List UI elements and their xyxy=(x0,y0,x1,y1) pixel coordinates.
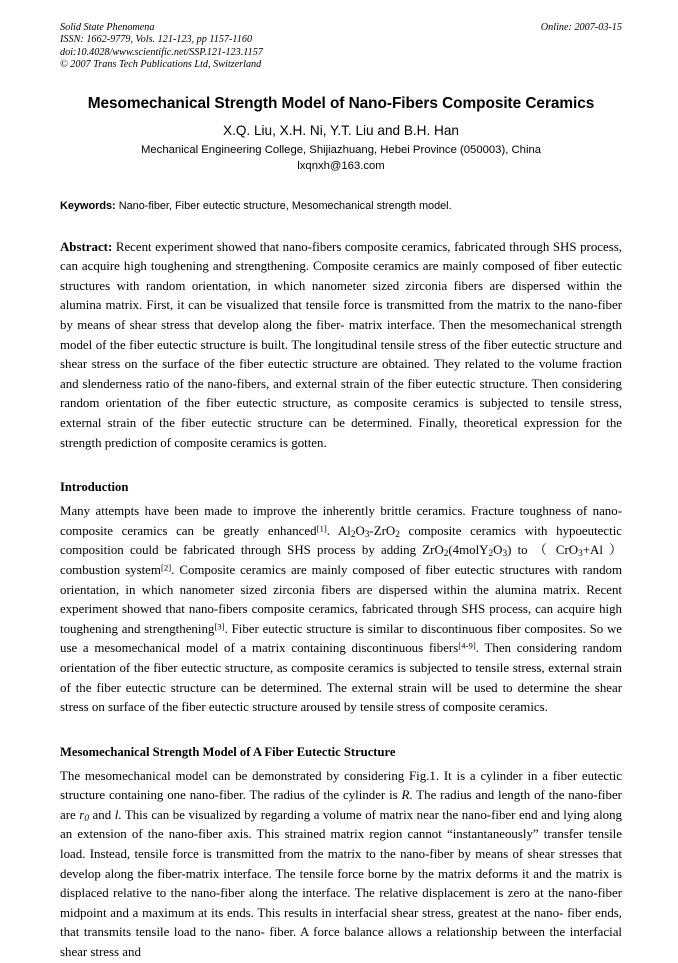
citation-1: [1] xyxy=(316,523,327,534)
model-paragraph xyxy=(60,767,622,963)
model-text-4: . This can be visualized by regarding a volume of matrix near the nano-fiber end and lying along an extension of the nano-fiber axis. This strained matrix region cannot “instantaneously” transfer tensile load. Instead, tensile force is transmitted from the matrix to the nano-fiber by means of shear stresses that develop along the fiber-matrix interface. The tensile force borne by the matrix deforms it and the matrix is displaced relative to the nano-fiber along the interface. The relative displacement is zero at the nano-fiber midpoint and a maximum at its ends. This results in interfacial shear stress, greatest at the nano- fiber ends, that transmits tensile load to the nano- fiber. A force balance allows a relationship between the interfacial shear stress and xyxy=(60,807,622,960)
issn-line: ISSN: 1662-9779, Vols. 121-123, pp 1157-1160 xyxy=(60,34,253,46)
section-heading-introduction: Introduction xyxy=(60,480,129,495)
intro-text-12: . Then considering random orientation of the fiber eutectic structure, as composite ceramics is subjected to tensile stress, external strain of the fiber eutectic structure can be determined. The external strain will be used to determine the shear stress on surface of the fiber eutectic structure aroused by tensile stress of composite ceramics. xyxy=(60,641,622,715)
intro-text-2: . Al xyxy=(326,523,351,538)
abstract-text: Recent experiment showed that nano-fibers composite ceramics, fabricated through SHS process, can acquire high toughening and strengthening. Composite ceramics are mainly composed of fiber eutectic structures with random orientation, in which nanometer sized zirconia fibers are dispersed within the alumina matrix. First, it can be visualized that tensile force is transmitted from the matrix to the nano-fiber by means of shear stress that develop along the fiber- matrix interface. Then the mesomechanical strength model of the fiber eutectic structure is built. The longitudinal tensile stress of the fiber eutectic structure and shear stress on the surface of the fiber eutectic structure are obtained. They related to the volume fraction and slenderness ratio of the nano-fibers, and external strain of the fiber eutectic structure. Then considering random orientation of the fiber eutectic structure, as composite ceramics is subjected to tensile stress, external strain of the fiber eutectic structure can be determined. Finally, theoretical expression for the strength prediction of composite ceramics is gotten. xyxy=(60,239,622,450)
intro-text-7: O xyxy=(493,543,503,558)
intro-text-9: +Al ） combustion system xyxy=(60,543,622,577)
subscript-y2: 2 xyxy=(488,549,494,560)
author-list: X.Q. Liu, X.H. Ni, Y.T. Liu and B.H. Han xyxy=(223,122,459,138)
intro-text-3: O xyxy=(355,523,365,538)
model-text-2: . The radius and length of the nano-fiber are xyxy=(60,788,622,822)
intro-text-8: ) to （ CrO xyxy=(507,543,579,558)
citation-3: [3] xyxy=(214,621,225,632)
subscript-zro2: 2 xyxy=(395,529,400,540)
introduction-paragraph xyxy=(60,502,622,718)
intro-text-11: . Fiber eutectic structure is similar to discontinuous fiber composites. So we use a mesomechanical model of a matrix containing discontinuous fibers xyxy=(60,621,622,656)
subscript-zro2-b: 2 xyxy=(443,549,449,560)
subscript-cro3: 3 xyxy=(578,549,583,560)
variable-length-l: l xyxy=(114,807,119,822)
keywords-label: Keywords: xyxy=(60,199,116,212)
contact-email: lxqnxh@163.com xyxy=(297,159,385,172)
intro-text-4: -ZrO xyxy=(369,523,396,538)
online-date: Online: 2007-03-15 xyxy=(540,22,622,33)
subscript-o3-b: 3 xyxy=(502,549,508,560)
section-heading-model: Mesomechanical Strength Model of A Fiber Eutectic Structure xyxy=(60,744,396,759)
page-content xyxy=(60,22,622,963)
copyright-line: © 2007 Trans Tech Publications Ltd, Switzerland xyxy=(60,59,262,71)
affiliation: Mechanical Engineering College, Shijiazhuang, Hebei Province (050003), China xyxy=(140,143,542,156)
intro-text-5: composite ceramics with hypoeutectic composition could be fabricated through SHS process by adding ZrO xyxy=(60,523,622,558)
citation-4: [4-9] xyxy=(458,640,476,651)
doi-line: doi:10.4028/www.scientific.net/SSP.121-123.1157 xyxy=(60,46,263,58)
abstract-label: Abstract: xyxy=(60,239,113,254)
model-text-3: and xyxy=(88,807,115,822)
citation-2: [2] xyxy=(160,562,172,573)
variable-radius-r0: r xyxy=(79,807,85,822)
journal-name: Solid State Phenomena xyxy=(60,22,155,33)
subscript-al2: 2 xyxy=(350,529,356,540)
intro-text-6: (4molY xyxy=(448,543,489,558)
keywords-block xyxy=(60,199,622,213)
intro-text-10: . Composite ceramics are mainly composed of fiber eutectic structures with random orientation, in which nanometer sized zirconia fibers are dispersed within the alumina matrix. Recent experiment showed that nano-fibers composite ceramics, fabricated through SHS process, can acquire high toughening and strengthening xyxy=(60,562,623,636)
subscript-o3: 3 xyxy=(364,529,370,540)
keywords-text: Nano-fiber, Fiber eutectic structure, Mesomechanical strength model. xyxy=(115,199,452,212)
variable-r0-subscript: 0 xyxy=(84,813,89,824)
variable-radius-R: R xyxy=(401,788,410,803)
model-text-1: The mesomechanical model can be demonstrated by considering Fig.1. It is a cylinder in a fiber eutectic structure containing one nano-fiber. The radius of the cylinder is xyxy=(60,768,622,803)
intro-text-1: Many attempts have been made to improve the inherently brittle ceramics. Fracture toughness of nano-composite ceramics can be greatly enhanced xyxy=(60,504,622,538)
abstract-block xyxy=(60,238,622,454)
masthead xyxy=(60,22,622,72)
page-title: Mesomechanical Strength Model of Nano-Fibers Composite Ceramics xyxy=(87,94,595,112)
